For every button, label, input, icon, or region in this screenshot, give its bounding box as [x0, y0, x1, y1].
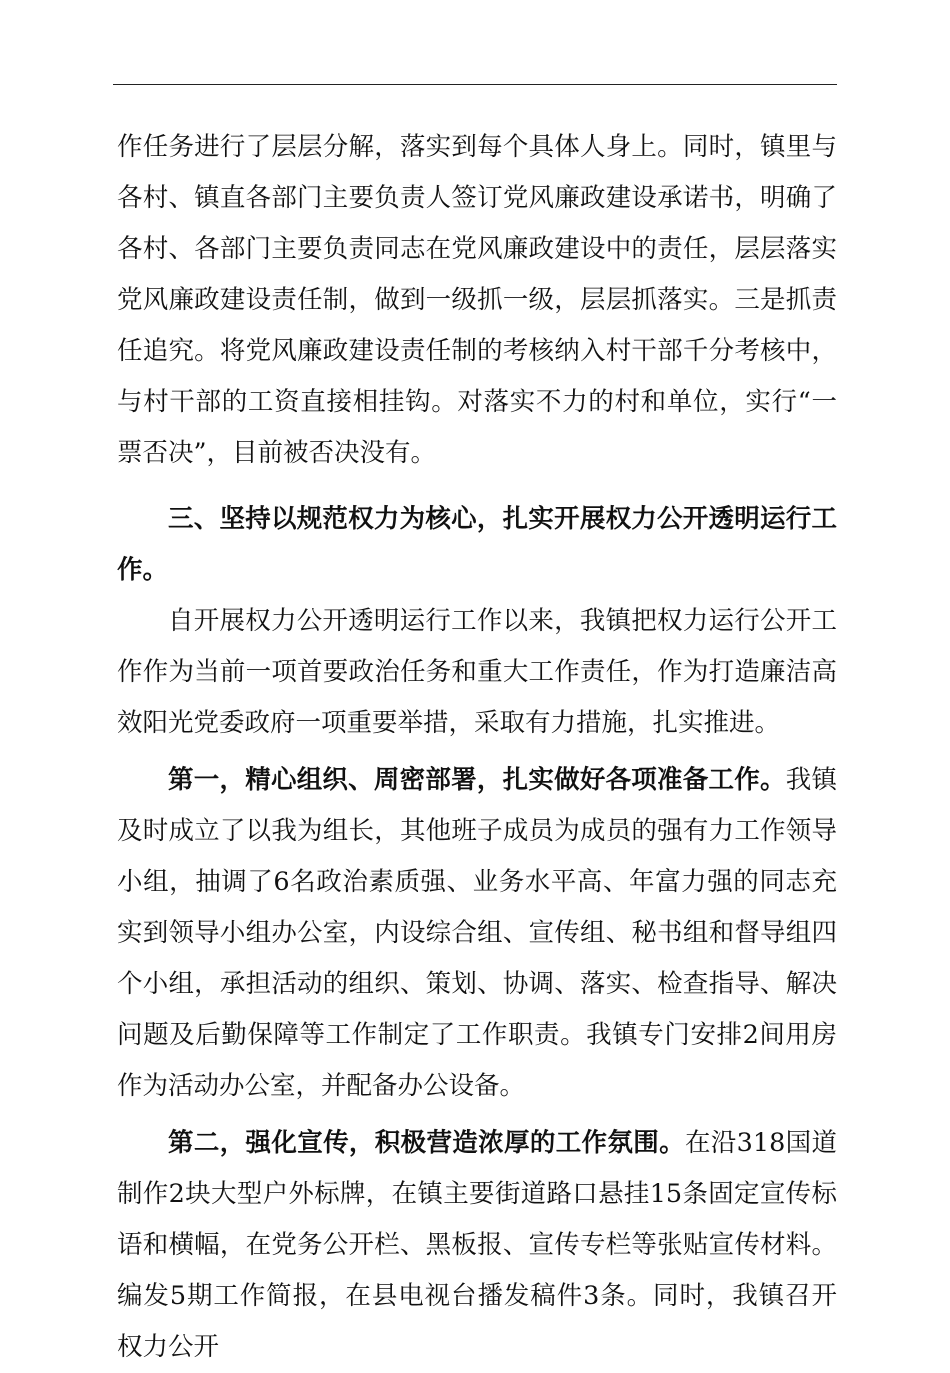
header-rule	[113, 84, 837, 85]
paragraph-text: 作任务进行了层层分解，落实到每个具体人身上。同时，镇里与各村、镇直各部门主要负责人签订党风廉政建设承诺书，明确了各村、各部门主要负责同志在党风廉政建设中的责任，层层落实党风廉政建设责任制，做到一级抓一级，层层抓落实。三是抓责任追究。将党风廉政建设责任制的考核纳入村干部千分考核中，与村干部的工资直接相挂钩。对落实不力的村和单位，实行“一票否决”，目前被否决没有。	[117, 132, 837, 468]
paragraph-intro	[117, 596, 837, 749]
section-heading	[117, 494, 837, 596]
document-body	[117, 122, 837, 1373]
paragraph-continued	[117, 122, 837, 479]
paragraph-text: 自开展权力公开透明运行工作以来，我镇把权力运行公开工作作为当前一项首要政治任务和重大工作责任，作为打造廉洁高效阳光党委政府一项重要举措，采取有力措施，扎实推进。	[117, 606, 837, 738]
paragraph-first	[117, 755, 837, 1112]
paragraph-lead: 第二，强化宣传，积极营造浓厚的工作氛围。	[168, 1128, 685, 1158]
paragraph-lead: 第一，精心组织、周密部署，扎实做好各项准备工作。	[168, 765, 786, 795]
paragraph-second	[117, 1118, 837, 1373]
section-heading-text: 三、坚持以规范权力为核心，扎实开展权力公开透明运行工作。	[117, 504, 837, 585]
paragraph-text: 我镇及时成立了以我为组长，其他班子成员为成员的强有力工作领导小组，抽调了6名政治素质强、业务水平高、年富力强的同志充实到领导小组办公室，内设综合组、宣传组、秘书组和督导组四个小组，承担活动的组织、策划、协调、落实、检查指导、解决问题及后勤保障等工作制定了工作职责。我镇专门安排2间用房作为活动办公室，并配备办公设备。	[117, 765, 837, 1101]
paragraph-text: 在沿318国道制作2块大型户外标牌，在镇主要街道路口悬挂15条固定宣传标语和横幅，在党务公开栏、黑板报、宣传专栏等张贴宣传材料。编发5期工作简报，在县电视台播发稿件3条。同时，我镇召开权力公开	[117, 1128, 837, 1362]
